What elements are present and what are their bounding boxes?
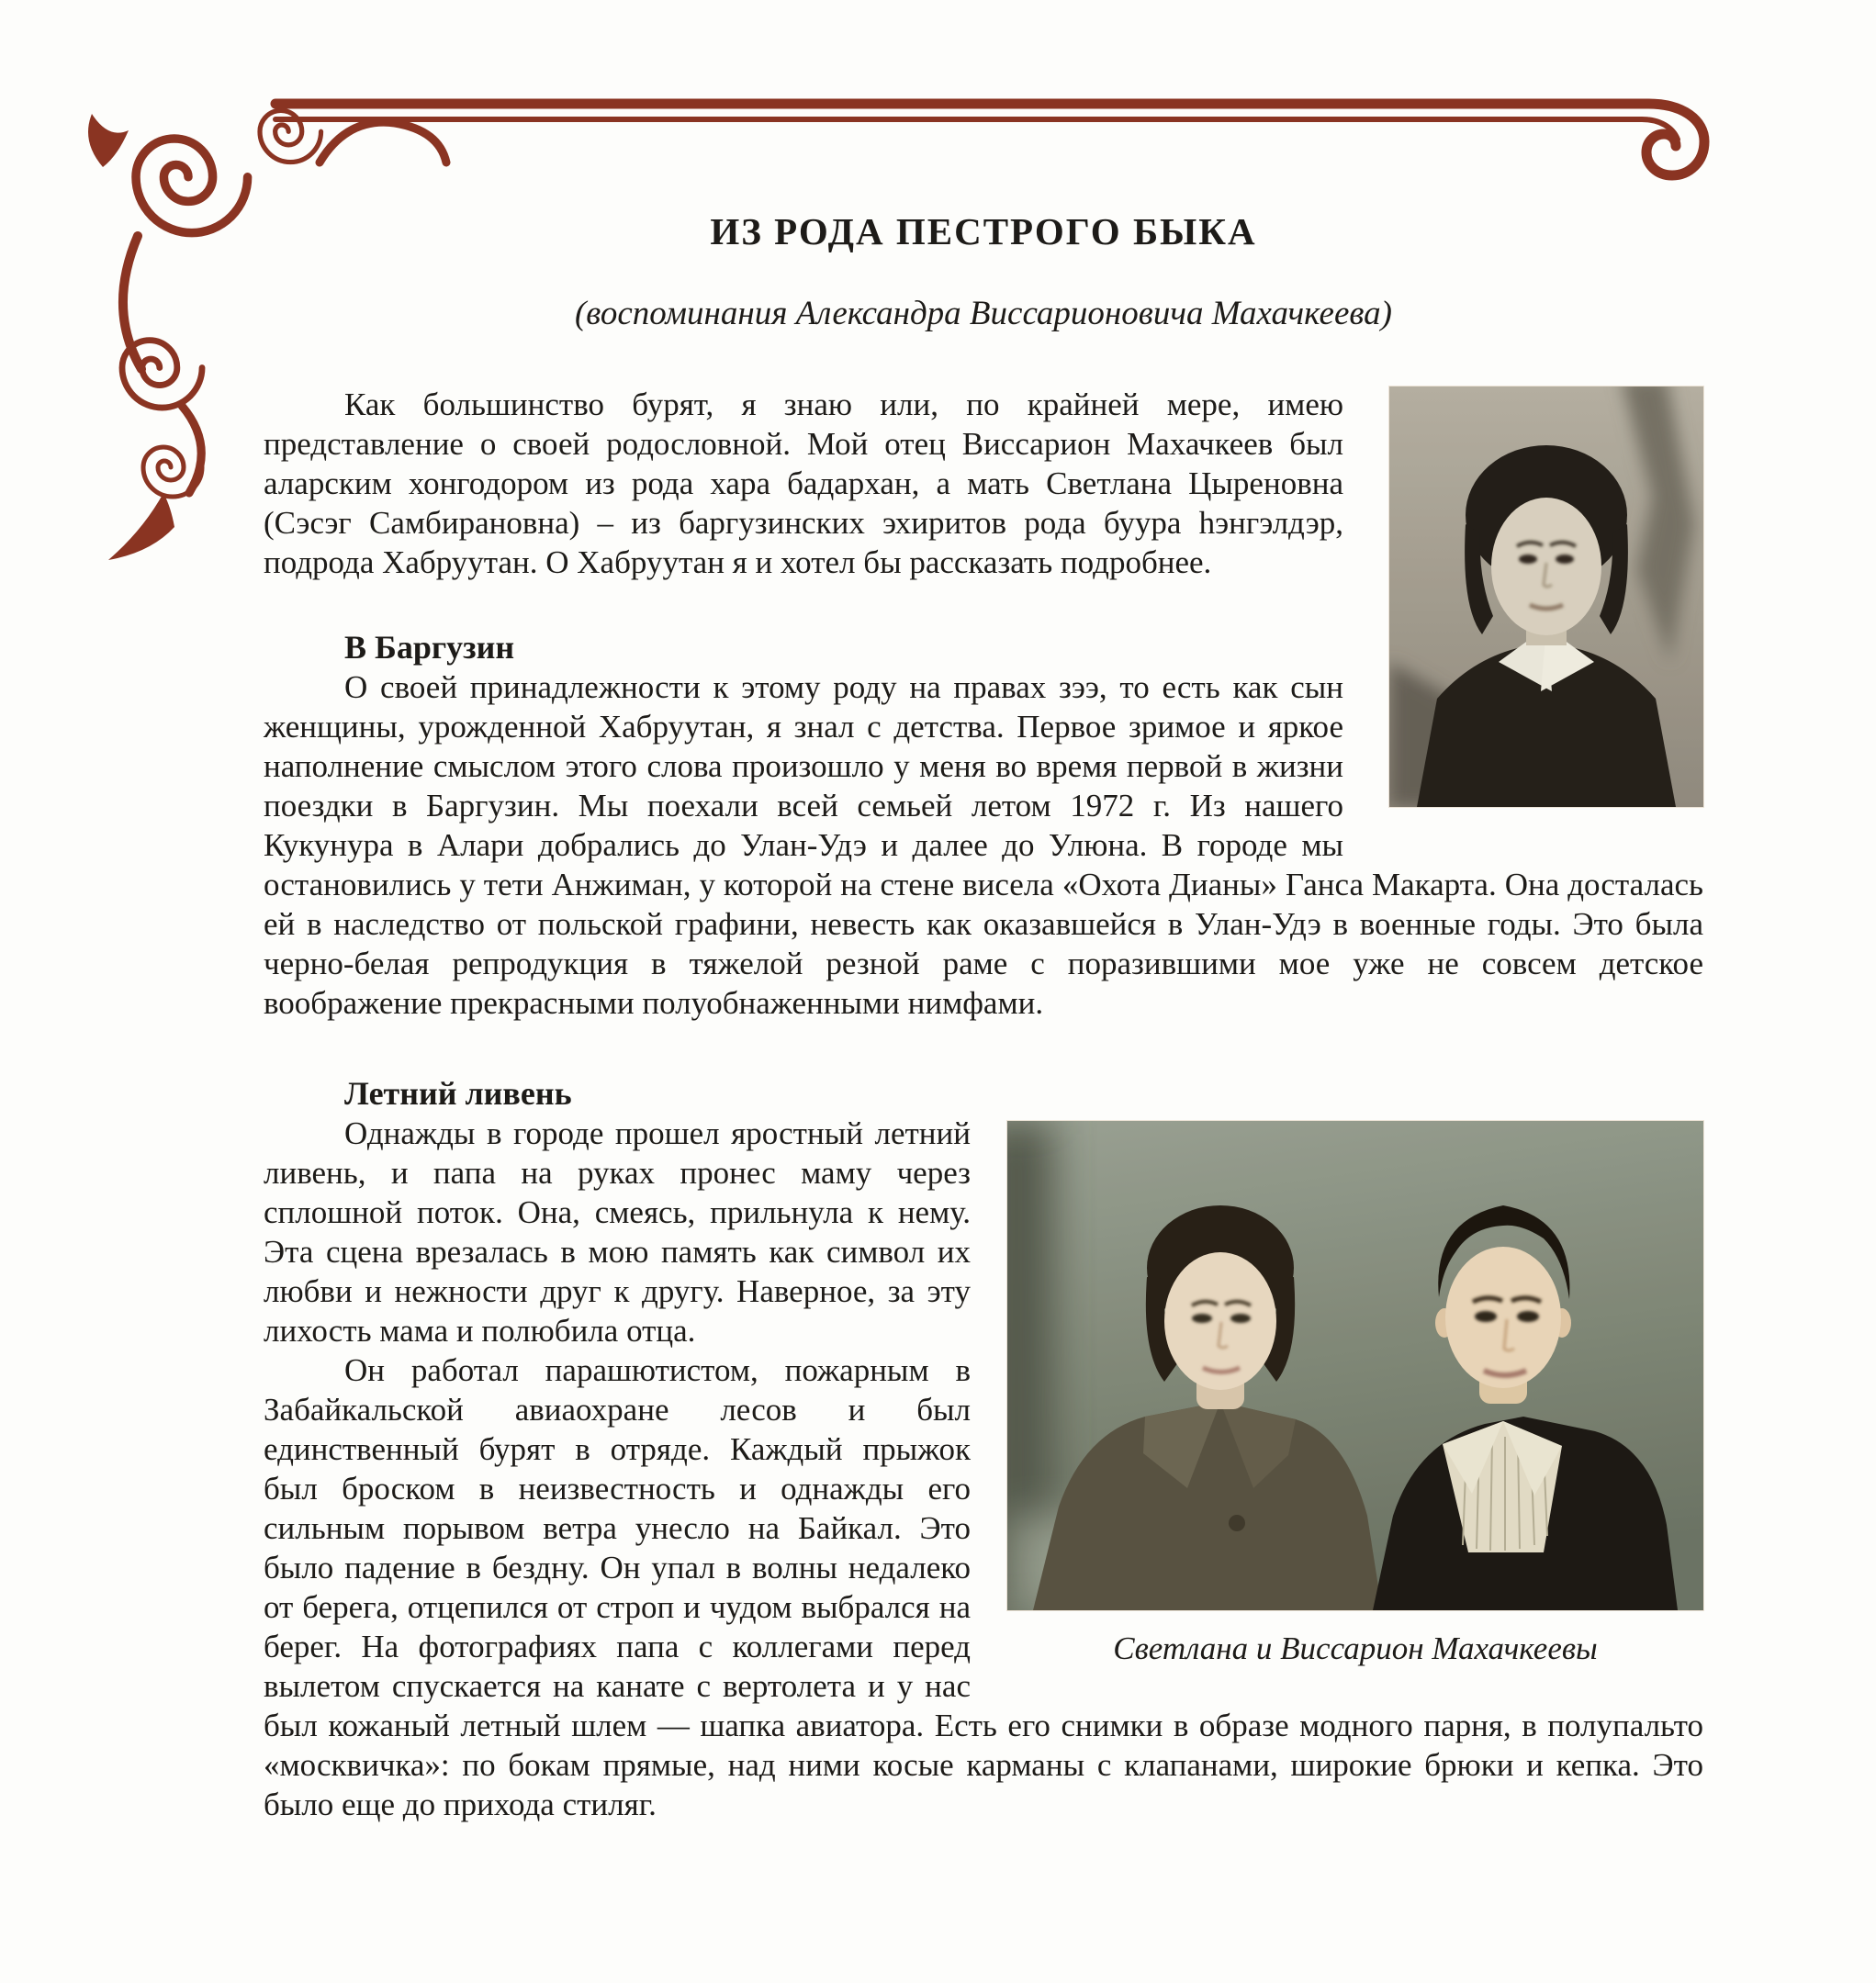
article [264, 0, 1703, 1824]
article-subtitle: (воспоминания Александра Виссарионовича Махачкеева) [574, 295, 1392, 332]
paragraph-liven-1: Однажды в городе прошел яростный летний ливень, и папа на руках пронес маму через сплошной поток. Она, смеясь, прильнула к нему. Эта сцена врезалась в мою память как символ их любви и нежности друг к другу. Наверное, за эту лихость мама и полюбила отца. [264, 1115, 971, 1349]
photo-caption: Светлана и Виссарион Махачкеевы [1113, 1630, 1598, 1666]
section-heading-letniy-liven: Летний ливень [344, 1075, 572, 1112]
photo-couple [1007, 1121, 1703, 1610]
photo-couple-figure [1007, 1121, 1703, 1668]
section-heading-barguzin: В Баргузин [344, 629, 515, 666]
paragraph-liven-2: Он работал парашютистом, пожарным в Забайкальской авиаохране лесов и был единственный бурят в отряде. Каждый прыжок был броском в неизвестность и однажды его сильным порывом ветра унесло на Байкал. Это было падение в бездну. Он упал в волны недалеко от берега, отцепился от строп и чудом выбрался на берег. На фотографиях папа с коллегами перед вылетом спускается на канате с вертолета и у нас был кожаный летный шлем — шапка авиатора. Есть его снимки в образе модного парня, в полупальто «москвичка»: по бокам прямые, над ними косые карманы с клапанами, широкие брюки и кепка. Это было еще до прихода стиляг. [264, 1352, 1703, 1822]
photo-woman-portrait [1389, 387, 1703, 807]
paragraph-barguzin: О своей принадлежности к этому роду на правах зээ, то есть как сын женщины, урожденной Хабруутан, я знал с детства. Первое зримое и яркое наполнение смыслом этого слова произошло у меня во время первой в жизни поездки в Баргузин. Мы поехали всей семьей летом 1972 г. Из нашего Кукунура в Алари добрались до Улан-Удэ и далее до Улюна. В городе мы остановились у тети Анжиман, у которой на стене висела «Охота Дианы» Ганса Макарта. Она досталась ей в наследство от польской графини, невесть как оказавшейся в Улан-Удэ в военные годы. Это была черно-белая репродукция в тяжелой резной раме с поразившими мое уже не совсем детское воображение прекрасными полуобнаженными нимфами. [264, 669, 1703, 1021]
paragraph-intro: Как большинство бурят, я знаю или, по крайней мере, имею представление о своей родословной. Мой отец Виссарион Махачкеев был аларским хонгодором из рода хара бадархан, а мать Светлана Цыреновна (Сэсэг Самбирановна) – из баргузинских эхиритов рода буура һэнгэлдэр, подрода Хабруутан. О Хабруутан я и хотел бы рассказать подробнее. [264, 387, 1343, 580]
page-title: ИЗ РОДА ПЕСТРОГО БЫКА [710, 210, 1257, 252]
photo-woman-portrait-figure [1389, 387, 1703, 807]
